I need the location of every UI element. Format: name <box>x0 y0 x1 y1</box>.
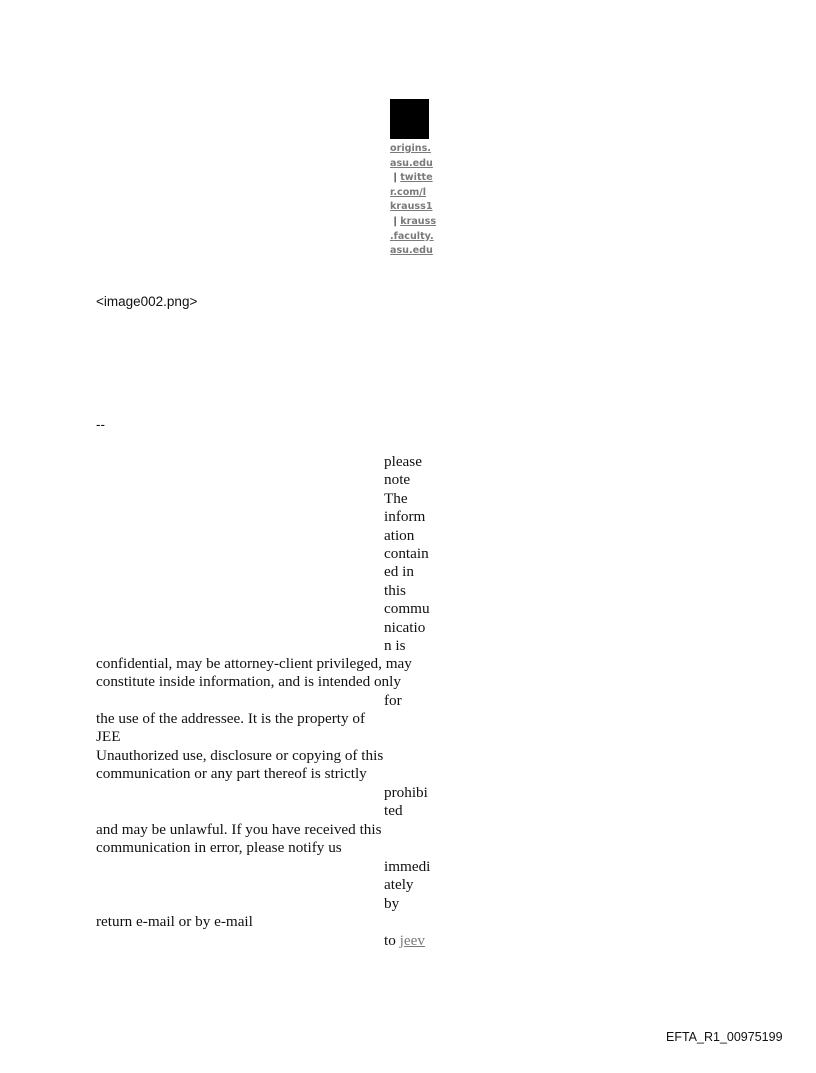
signature-link[interactable]: asu.edu <box>390 245 433 257</box>
disclaimer-narrow-block <box>384 784 428 821</box>
disclaimer-word: ted <box>384 802 403 820</box>
disclaimer-narrow-block <box>384 932 425 950</box>
signature-link[interactable]: origins. <box>390 143 431 154</box>
signature-link[interactable]: krauss <box>400 215 437 227</box>
disclaimer-wide-block <box>96 710 383 784</box>
disclaimer-word: n is <box>384 637 406 655</box>
disclaimer-wide-block <box>96 913 253 931</box>
disclaimer-wide-block <box>96 655 412 692</box>
document-id: EFTA_R1_00975199 <box>666 1030 783 1044</box>
disclaimer-line: communication or any part thereof is strictly <box>96 765 367 783</box>
signature-line <box>390 142 438 157</box>
signature-line <box>390 200 438 215</box>
disclaimer-word: note <box>384 471 411 489</box>
disclaimer-word: ation <box>384 526 415 544</box>
attachment-placeholder: <image002.png> <box>96 294 198 309</box>
disclaimer-word: contain <box>384 545 429 563</box>
email-link[interactable]: jeev <box>399 932 425 949</box>
signature-line <box>390 186 438 201</box>
signature-separator: -- <box>96 417 105 432</box>
disclaimer-word: The <box>384 489 408 507</box>
disclaimer-line: return e-mail or by e-mail <box>96 913 253 930</box>
signature-block <box>390 99 438 259</box>
disclaimer-line: communication in error, please notify us <box>96 839 342 857</box>
signature-logo-image <box>390 99 429 139</box>
disclaimer-word: prohibi <box>384 784 428 801</box>
signature-link[interactable]: r.com/l <box>390 186 427 198</box>
signature-link[interactable]: .faculty. <box>390 230 434 242</box>
disclaimer-line: and may be unlawful. If you have received this <box>96 821 382 838</box>
disclaimer-word: by <box>384 894 400 912</box>
signature-link[interactable]: twitte <box>400 172 433 184</box>
disclaimer-line: Unauthorized use, disclosure or copying of this <box>96 746 384 764</box>
signature-line <box>390 157 438 172</box>
disclaimer-word: commu <box>384 600 430 618</box>
disclaimer-word: this <box>384 581 406 599</box>
disclaimer-word: inform <box>384 508 426 526</box>
disclaimer-line: constitute inside information, and is intended only <box>96 673 401 691</box>
signature-line: | twitte <box>393 172 433 184</box>
signature-link[interactable]: asu.edu <box>390 157 433 169</box>
disclaimer-wide-block <box>96 821 382 858</box>
disclaimer-word: ed in <box>384 563 414 581</box>
signature-links <box>390 142 438 259</box>
signature-line: | krauss <box>393 215 437 227</box>
disclaimer-narrow-block <box>384 858 430 913</box>
disclaimer-line: JEE <box>96 728 121 746</box>
disclaimer-narrow-block <box>384 453 430 655</box>
signature-line <box>390 230 438 245</box>
disclaimer-word: please <box>384 453 422 470</box>
disclaimer-word: for <box>384 692 402 709</box>
disclaimer-word: nicatio <box>384 618 426 636</box>
disclaimer-narrow-block <box>384 692 402 710</box>
disclaimer-word: ately <box>384 876 414 894</box>
signature-line <box>390 244 438 259</box>
disclaimer-word: immedi <box>384 858 431 875</box>
signature-link[interactable]: krauss1 <box>390 201 433 213</box>
disclaimer-line: the use of the addressee. It is the property of <box>96 710 366 727</box>
disclaimer-line: confidential, may be attorney-client privileged, may <box>96 655 412 672</box>
disclaimer-last-line: to jeev <box>384 932 425 949</box>
